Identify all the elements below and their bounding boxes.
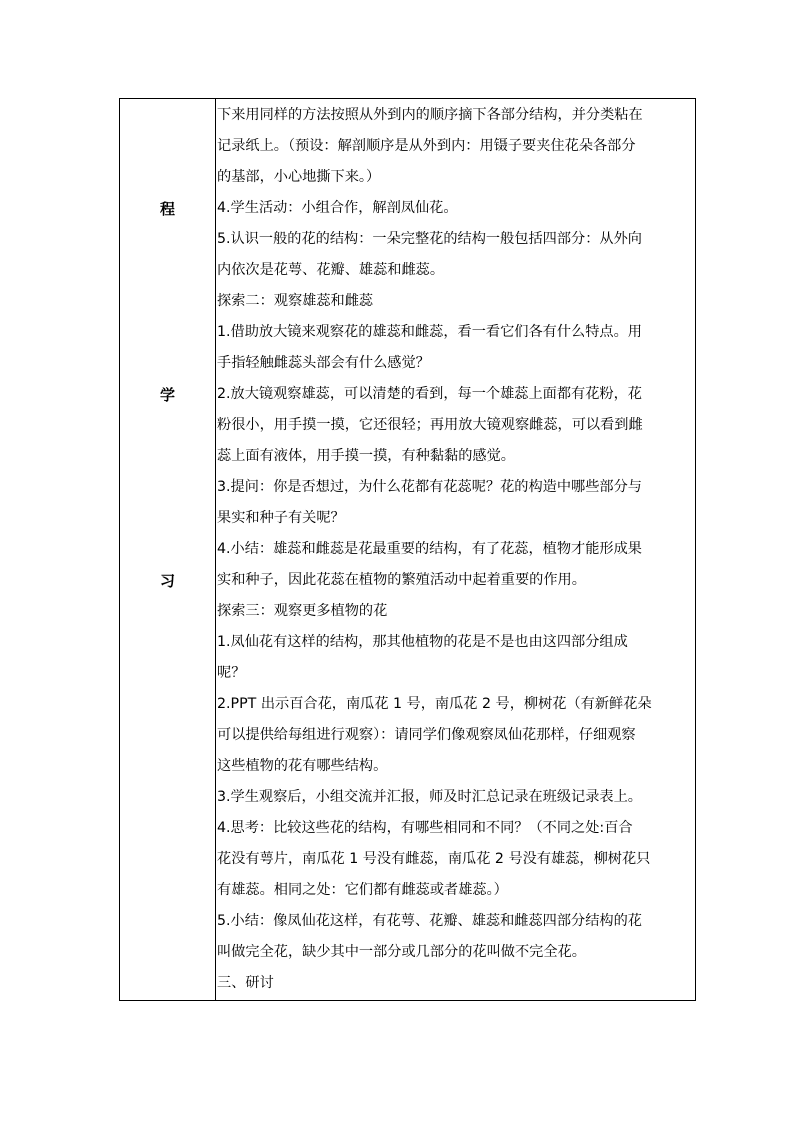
lesson-table	[119, 98, 696, 1001]
side-label-char-3: 习	[159, 572, 175, 590]
text-line: 5.小结：像凤仙花这样，有花萼、花瓣、雄蕊和雌蕊四部分结构的花	[217, 913, 642, 929]
text-line: 4.思考：比较这些花的结构，有哪些相同和不同？（不同之处:百合	[217, 820, 633, 836]
text-line: 3.提问：你是否想过，为什么花都有花蕊呢？花的构造中哪些部分与	[217, 479, 642, 495]
column-divider	[215, 99, 216, 1000]
side-label-char-2: 学	[159, 386, 175, 404]
text-line: 这些植物的花有哪些结构。	[217, 758, 388, 774]
text-line: 下来用同样的方法按照从外到内的顺序摘下各部分结构，并分类粘在	[217, 107, 643, 123]
text-line: 果实和种子有关呢？	[217, 510, 345, 526]
text-line: 蕊上面有液体，用手摸一摸，有种黏黏的感觉。	[217, 448, 515, 464]
text-line: 叫做完全花，缺少其中一部分或几部分的花叫做不完全花。	[217, 944, 586, 960]
text-line: 2.PPT 出示百合花，南瓜花 1 号，南瓜花 2 号，柳树花（有新鲜花朵	[217, 696, 652, 712]
text-line: 记录纸上。（预设：解剖顺序是从外到内：用镊子要夹住花朵各部分	[217, 138, 636, 154]
text-line: 手指轻触雌蕊头部会有什么感觉？	[217, 355, 430, 371]
text-line: 1.凤仙花有这样的结构，那其他植物的花是不是也由这四部分组成	[217, 634, 628, 650]
text-line: 有雄蕊。相同之处：它们都有雌蕊或者雄蕊。）	[217, 882, 508, 898]
text-line: 实和种子，因此花蕊在植物的繁殖活动中起着重要的作用。	[217, 572, 586, 588]
section-heading: 探索二：观察雄蕊和雌蕊	[217, 293, 374, 309]
side-label-char-1: 程	[159, 200, 175, 218]
text-line: 1.借助放大镜来观察花的雄蕊和雌蕊，看一看它们各有什么特点。用	[217, 324, 642, 340]
text-line: 4.学生活动：小组合作，解剖凤仙花。	[217, 200, 458, 216]
section-heading: 探索三：观察更多植物的花	[217, 603, 388, 619]
text-line: 呢？	[217, 665, 246, 681]
text-line: 粉很小，用手摸一摸，它还很轻；再用放大镜观察雌蕊，可以看到雌	[217, 417, 643, 433]
section-heading: 三、研讨	[217, 975, 274, 991]
text-line: 内依次是花萼、花瓣、雄蕊和雌蕊。	[217, 262, 445, 278]
text-line: 4.小结：雄蕊和雌蕊是花最重要的结构，有了花蕊，植物才能形成果	[217, 541, 642, 557]
text-line: 3.学生观察后，小组交流并汇报，师及时汇总记录在班级记录表上。	[217, 789, 642, 805]
text-line: 可以提供给每组进行观察）：请同学们像观察凤仙花那样，仔细观察	[217, 727, 636, 743]
text-line: 2.放大镜观察雄蕊，可以清楚的看到，每一个雄蕊上面都有花粉，花	[217, 386, 642, 402]
text-line: 的基部，小心地撕下来。）	[217, 169, 381, 185]
text-line: 5.认识一般的花的结构：一朵完整花的结构一般包括四部分：从外向	[217, 231, 642, 247]
text-line: 花没有萼片，南瓜花 1 号没有雌蕊，南瓜花 2 号没有雄蕊，柳树花只	[217, 851, 651, 867]
